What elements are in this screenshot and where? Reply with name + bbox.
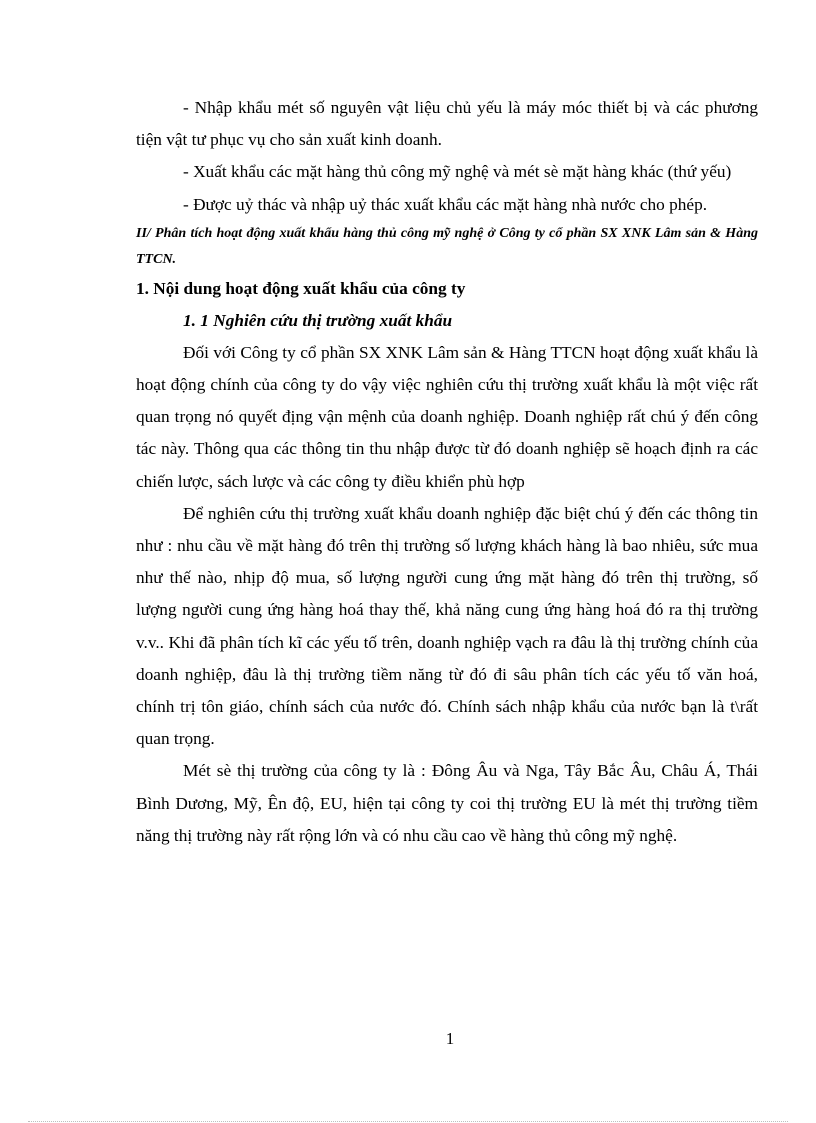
- page-number: 1: [445, 1029, 455, 1048]
- heading-level-1: 1. Nội dung hoạt động xuất khẩu của công ty: [136, 278, 466, 298]
- page-content: [136, 92, 758, 852]
- paragraph-import: - Nhập khẩu mét số nguyên vật liệu chủ yếu là máy móc thiết bị và các phương tiện vật tư phục vụ cho sản xuất kinh doanh.: [136, 98, 758, 150]
- paragraph-entrust: - Được uỷ thác và nhập uỷ thác xuất khẩu các mặt hàng nhà nước cho phép.: [183, 194, 708, 214]
- paragraph-export: - Xuất khẩu các mặt hàng thủ công mỹ nghệ và mét sè mặt hàng khác (thứ yếu): [183, 162, 732, 182]
- paragraph-research-info: Để nghiên cứu thị trường xuất khẩu doanh nghiệp đặc biệt chú ý đến các thông tin như : nhu cầu về mặt hàng đó trên thị trường số lượng khách hàng là bao nhiêu, sức mua như thế nào, nhịp độ mua, số lượng người cung ứng mặt hàng đó trên thị trường, số lượng người cung ứng hàng hoá thay thế, khả năng cung ứng hàng hoá đó ra thị trường v.v.. Khi đã phân tích kĩ các yếu tố trên, doanh nghiệp vạch ra đâu là thị trường chính của doanh nghiệp, đâu là thị trường tiềm năng từ đó đi sâu phân tích các yếu tố văn hoá, chính trị tôn giáo, chính sách của nước đó. Chính sách nhập khẩu của nước bạn là t\rất quan trọng.: [136, 503, 758, 749]
- paragraph-market-research: Đối với Công ty cổ phần SX XNK Lâm sản & Hàng TTCN hoạt động xuất khẩu là hoạt động chính của công ty do vậy việc nghiên cứu thị trường xuất khẩu là một việc rất quan trọng nó quyết địng vận mệnh của doanh nghiệp. Doanh nghiệp rất chú ý đến công tác này. Thông qua các thông tin thu nhập được từ đó doanh nghiệp sẽ hoạch định ra các chiến lược, sách lược và các công ty điều khiển phù hợp: [136, 342, 758, 491]
- section-heading: II/ Phân tích hoạt động xuất khẩu hàng thủ công mỹ nghệ ở Công ty cổ phần SX XNK Lâm sản & Hàng TTCN.: [136, 225, 758, 267]
- heading-level-2: 1. 1 Nghiên cứu thị trường xuất khẩu: [183, 310, 453, 330]
- page-bottom-divider: [28, 1121, 788, 1122]
- paragraph-markets: Mét sè thị trường của công ty là : Đông Âu và Nga, Tây Bắc Âu, Châu Á, Thái Bình Dương, Mỹ, Ên độ, EU, hiện tại công ty coi thị trường EU là mét thị trường tiềm năng thị trường này rất rộng lớn và có nhu cầu cao về hàng thủ công mỹ nghệ.: [136, 761, 758, 845]
